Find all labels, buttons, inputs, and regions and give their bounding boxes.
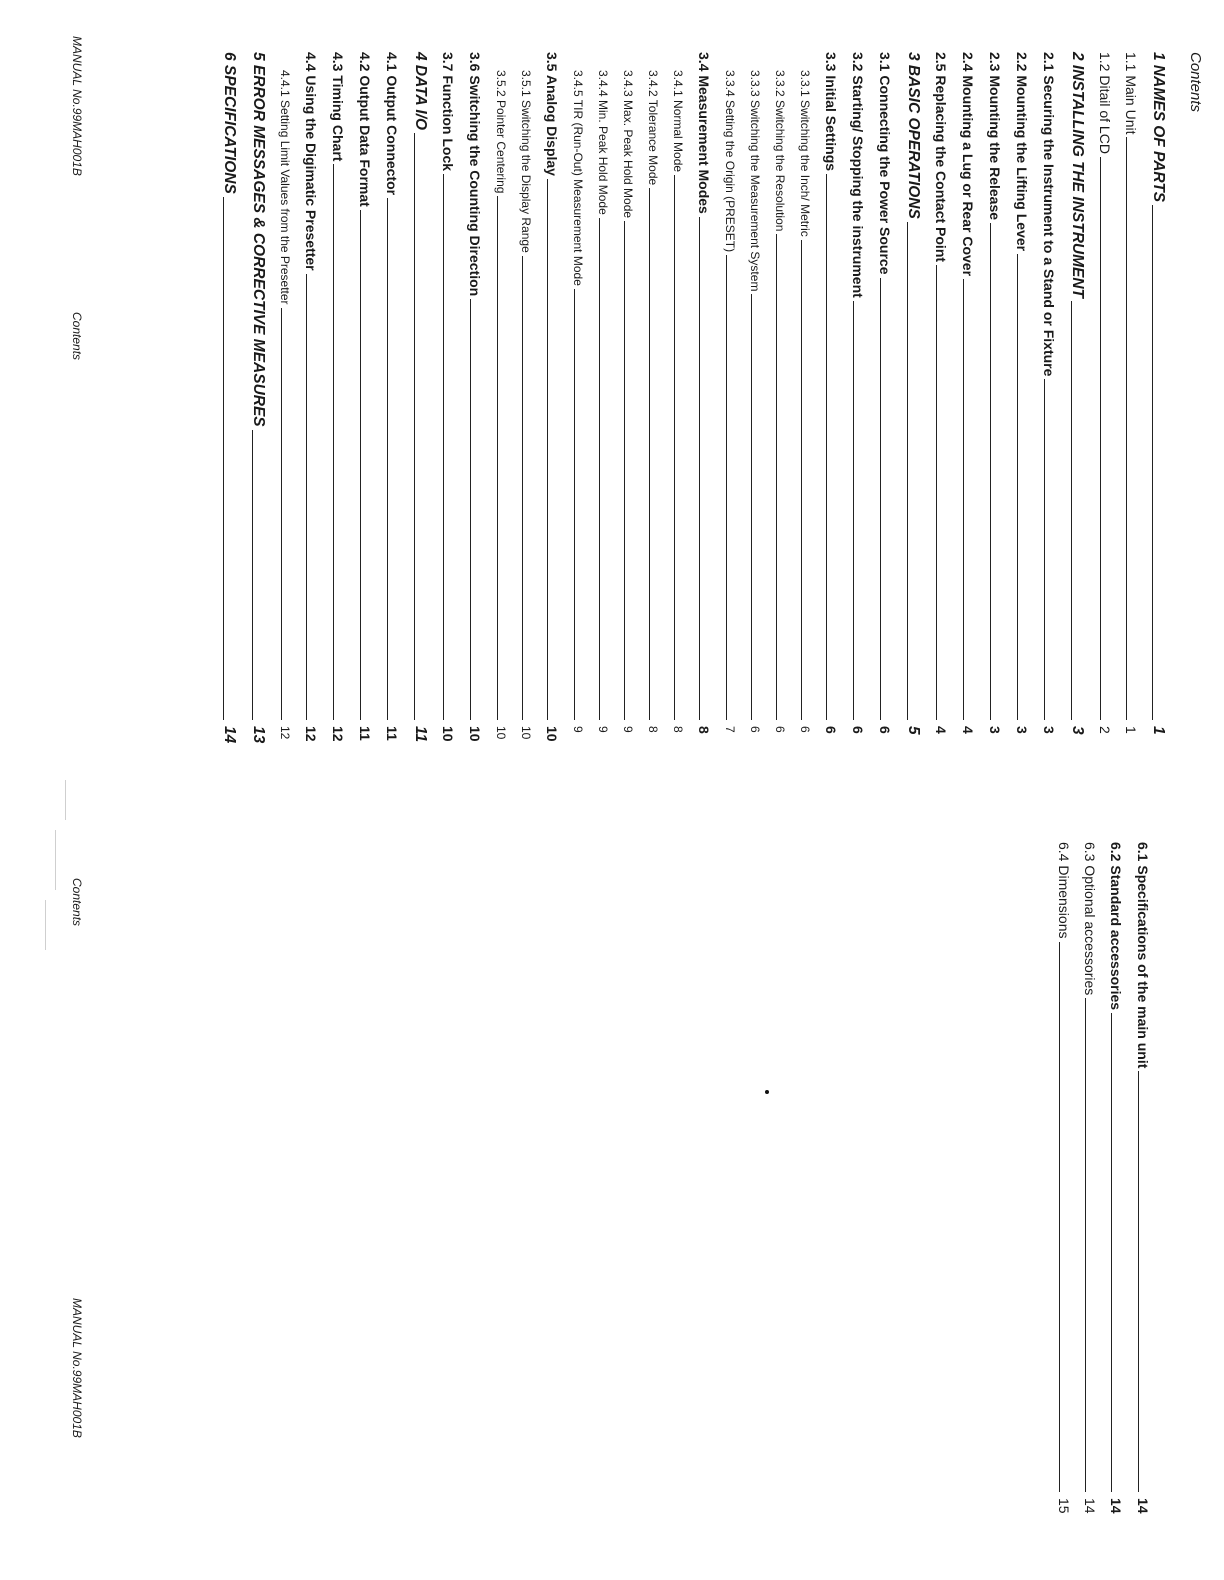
dot-leader [1152, 205, 1153, 720]
dot-leader [1126, 137, 1127, 720]
toc-entry[interactable] [440, 52, 467, 760]
dot-leader [387, 198, 388, 720]
toc-entry[interactable] [544, 52, 571, 760]
toc-entry[interactable] [773, 52, 798, 760]
toc-entry-label: 3.4 Measurement Modes [696, 52, 712, 214]
toc-entry-page: 8 [646, 726, 660, 733]
toc-entry[interactable] [303, 52, 330, 760]
toc-entry[interactable] [220, 52, 249, 760]
toc-entry-label: 2 INSTALLING THE INSTRUMENT [1069, 52, 1086, 298]
toc-entry-page: 10 [440, 726, 456, 742]
dot-leader [1071, 301, 1072, 720]
dot-leader [574, 289, 575, 720]
toc-entry-label: 3.3.3 Switching the Measurement System [748, 70, 762, 292]
toc-entry-page: 14 [1135, 1498, 1151, 1514]
toc-entry-page: 3 [1069, 726, 1086, 735]
toc-entry-label: 4.4.1 Setting Limit Values from the Presetter [278, 70, 292, 305]
toc-entry-label: 2.5 Replacing the Contact Point [933, 52, 949, 263]
toc-entry-page: 11 [357, 726, 373, 741]
toc-entry-page: 6 [773, 726, 787, 733]
toc-entry[interactable] [621, 52, 646, 760]
dot-leader [360, 210, 361, 720]
toc-entry[interactable] [330, 52, 357, 760]
toc-entry-page: 6 [850, 726, 866, 734]
toc-entry[interactable] [696, 52, 723, 760]
dot-leader [470, 299, 471, 720]
toc-entry-page: 10 [467, 726, 483, 742]
dot-leader [1044, 379, 1045, 720]
toc-entry-label: 3.4.3 Max. Peak Hold Mode [621, 70, 635, 219]
toc-entry[interactable] [357, 52, 384, 760]
toc-entry[interactable] [646, 52, 671, 760]
dot-leader [699, 217, 700, 720]
toc-entry-label: 3 BASIC OPERATIONS [905, 52, 922, 219]
toc-entry-page: 11 [384, 726, 400, 741]
toc-entry[interactable] [571, 52, 596, 760]
toc-entry-label: 4.4 Using the Digimatic Presetter [303, 52, 319, 271]
dot-leader [281, 308, 282, 720]
toc-entry-label: 2.1 Securing the Instrument to a Stand or Fixture [1041, 52, 1057, 377]
toc-entry-label: 6.2 Standard accessories [1108, 842, 1124, 1011]
toc-entry-label: 3.4.4 Min. Peak Hold Mode [596, 70, 610, 215]
dot-leader [599, 218, 600, 720]
toc-entry-page: 9 [596, 726, 610, 733]
table-of-contents-continued [1056, 842, 1162, 1532]
dot-leader [1059, 942, 1060, 1493]
dot-leader [826, 174, 827, 720]
footer-section-name: Contents [70, 312, 84, 361]
toc-entry-page: 3 [987, 726, 1003, 734]
toc-entry-label: 6 SPECIFICATIONS [221, 52, 238, 194]
dot-leader [801, 240, 802, 720]
scan-speck [55, 830, 56, 890]
dot-leader [853, 301, 854, 720]
dot-leader [1100, 157, 1101, 720]
toc-entry-label: 4 DATA I/O [412, 52, 429, 131]
toc-entry-label: 2.2 Mounting the Lifting Lever [1014, 52, 1030, 252]
toc-entry-page: 4 [933, 726, 949, 734]
toc-entry-page: 3 [1041, 726, 1057, 734]
toc-entry[interactable] [1014, 52, 1041, 760]
toc-entry-label: 6.1 Specifications of the main unit [1135, 842, 1151, 1069]
dot-leader [414, 133, 415, 720]
toc-entry[interactable] [249, 52, 278, 760]
toc-entry-label: 3.4.5 TIR (Run-Out) Measurement Mode [571, 70, 585, 286]
toc-entry[interactable] [1149, 52, 1178, 760]
toc-entry-page: 5 [905, 726, 922, 735]
toc-entry[interactable] [823, 52, 850, 760]
toc-entry[interactable] [798, 52, 823, 760]
toc-entry-label: 3.2 Starting/ Stopping the instrument [850, 52, 866, 298]
toc-entry-page: 4 [960, 726, 976, 734]
dot-leader [547, 179, 548, 720]
dot-leader [497, 196, 498, 720]
toc-entry[interactable] [1041, 52, 1068, 760]
dot-leader [306, 274, 307, 720]
toc-entry-page: 12 [303, 726, 319, 742]
toc-entry[interactable] [904, 52, 933, 760]
toc-entry[interactable] [671, 52, 696, 760]
toc-entry-label: 2.4 Mounting a Lug or Rear Cover [960, 52, 976, 277]
toc-entry-label: 3.7 Function Lock [440, 52, 456, 172]
toc-entry-label: 3.3 Initial Settings [823, 52, 839, 172]
scan-dot-mark [765, 1090, 769, 1094]
dot-leader [1111, 1013, 1112, 1492]
toc-entry[interactable] [411, 52, 440, 760]
footer-section-name: Contents [70, 878, 84, 927]
toc-entry[interactable] [1135, 842, 1162, 1532]
toc-entry-page: 8 [696, 726, 712, 734]
toc-entry-label: 5 ERROR MESSAGES & CORRECTIVE MEASURES [250, 52, 267, 427]
toc-entry-page: 13 [250, 726, 267, 744]
toc-entry-page: 10 [494, 726, 508, 740]
dot-leader [333, 164, 334, 720]
toc-entry-label: 3.3.4 Setting the Origin (PRESET) [723, 70, 737, 253]
toc-entry[interactable] [467, 52, 494, 760]
toc-entry-label: 3.5.2 Pointer Centering [494, 70, 508, 194]
toc-entry[interactable] [519, 52, 544, 760]
dot-leader [963, 279, 964, 720]
toc-entry-label: 1.1 Main Unit [1123, 52, 1139, 135]
toc-entry-page: 1 [1123, 726, 1139, 734]
footer-manual-number: MANUAL No.99MAH001B [70, 1298, 84, 1438]
toc-entry[interactable] [1123, 52, 1149, 760]
dot-leader [674, 175, 675, 720]
toc-entry[interactable] [1108, 842, 1135, 1532]
toc-entry[interactable] [1097, 52, 1123, 760]
dot-leader [751, 294, 752, 720]
dot-leader [907, 222, 908, 720]
toc-entry-page: 3 [1014, 726, 1030, 734]
toc-entry-label: 4.3 Timing Chart [330, 52, 346, 162]
dot-leader [880, 278, 881, 721]
toc-entry[interactable] [596, 52, 621, 760]
toc-entry-page: 6 [748, 726, 762, 733]
toc-entry[interactable] [278, 52, 303, 760]
toc-entry-page: 8 [671, 726, 685, 733]
toc-entry-label: 1.2 Ditail of LCD [1097, 52, 1113, 154]
dot-leader [649, 188, 650, 720]
toc-entry-page: 14 [221, 726, 238, 744]
toc-entry-label: 3.5.1 Switching the Display Range [519, 70, 533, 253]
toc-entry-label: 3.5 Analog Display [544, 52, 560, 176]
page-title: Contents [1187, 52, 1204, 113]
dot-leader [252, 430, 253, 720]
toc-entry[interactable] [1056, 842, 1082, 1532]
toc-entry-page: 12 [330, 726, 346, 742]
toc-entry-label: 3.3.2 Switching the Resolution [773, 70, 787, 232]
toc-entry[interactable] [933, 52, 960, 760]
toc-entry-page: 14 [1108, 1498, 1124, 1514]
dot-leader [624, 221, 625, 720]
toc-entry-label: 4.2 Output Data Format [357, 52, 373, 207]
contents-page-right [0, 790, 1224, 1580]
toc-entry[interactable] [494, 52, 519, 760]
toc-entry-page: 9 [621, 726, 635, 733]
toc-entry-label: 2.3 Mounting the Release [987, 52, 1003, 221]
dot-leader [776, 234, 777, 720]
toc-entry-page: 2 [1097, 726, 1113, 734]
scan-speck [45, 900, 46, 950]
toc-entry-page: 12 [278, 726, 292, 740]
scan-speck [65, 780, 66, 820]
toc-entry-label: 4.1 Output Connector [384, 52, 400, 196]
toc-entry-page: 6 [877, 726, 893, 734]
dot-leader [726, 255, 727, 720]
toc-entry[interactable] [850, 52, 877, 760]
dot-leader [223, 197, 224, 720]
toc-entry-label: 3.1 Connecting the Power Source [877, 52, 893, 275]
toc-entry[interactable] [987, 52, 1014, 760]
toc-entry-label: 3.6 Switching the Counting Direction [467, 52, 483, 297]
dot-leader [1017, 254, 1018, 720]
toc-entry-label: 6.3 Optional accessories [1082, 842, 1098, 996]
dot-leader [443, 174, 444, 720]
toc-entry-label: 3.4.1 Normal Mode [671, 70, 685, 173]
toc-entry-page: 1 [1150, 726, 1167, 735]
toc-entry-label: 3.3.1 Switching the Inch/ Metric [798, 70, 812, 237]
toc-entry-page: 10 [519, 726, 533, 740]
toc-entry-page: 14 [1082, 1498, 1098, 1514]
toc-entry-page: 11 [412, 726, 429, 743]
footer-manual-number: MANUAL No.99MAH001B [70, 36, 84, 176]
toc-entry-page: 7 [723, 726, 737, 733]
dot-leader [936, 265, 937, 720]
dot-leader [522, 256, 523, 720]
toc-entry[interactable] [1068, 52, 1097, 760]
dot-leader [990, 223, 991, 720]
toc-entry[interactable] [1082, 842, 1108, 1532]
toc-entry[interactable] [384, 52, 411, 760]
toc-entry[interactable] [723, 52, 748, 760]
toc-entry-page: 15 [1056, 1498, 1072, 1514]
toc-entry-page: 10 [544, 726, 560, 742]
toc-entry-label: 3.4.2 Tolerance Mode [646, 70, 660, 186]
toc-entry[interactable] [960, 52, 987, 760]
toc-entry[interactable] [877, 52, 904, 760]
toc-entry-page: 6 [823, 726, 839, 734]
toc-entry[interactable] [748, 52, 773, 760]
dot-leader [1138, 1071, 1139, 1492]
toc-entry-label: 6.4 Dimensions [1056, 842, 1072, 939]
toc-entry-page: 9 [571, 726, 585, 733]
dot-leader [1085, 998, 1086, 1492]
table-of-contents [220, 52, 1178, 760]
toc-entry-label: 1 NAMES OF PARTS [1150, 52, 1167, 203]
toc-entry-page: 6 [798, 726, 812, 733]
